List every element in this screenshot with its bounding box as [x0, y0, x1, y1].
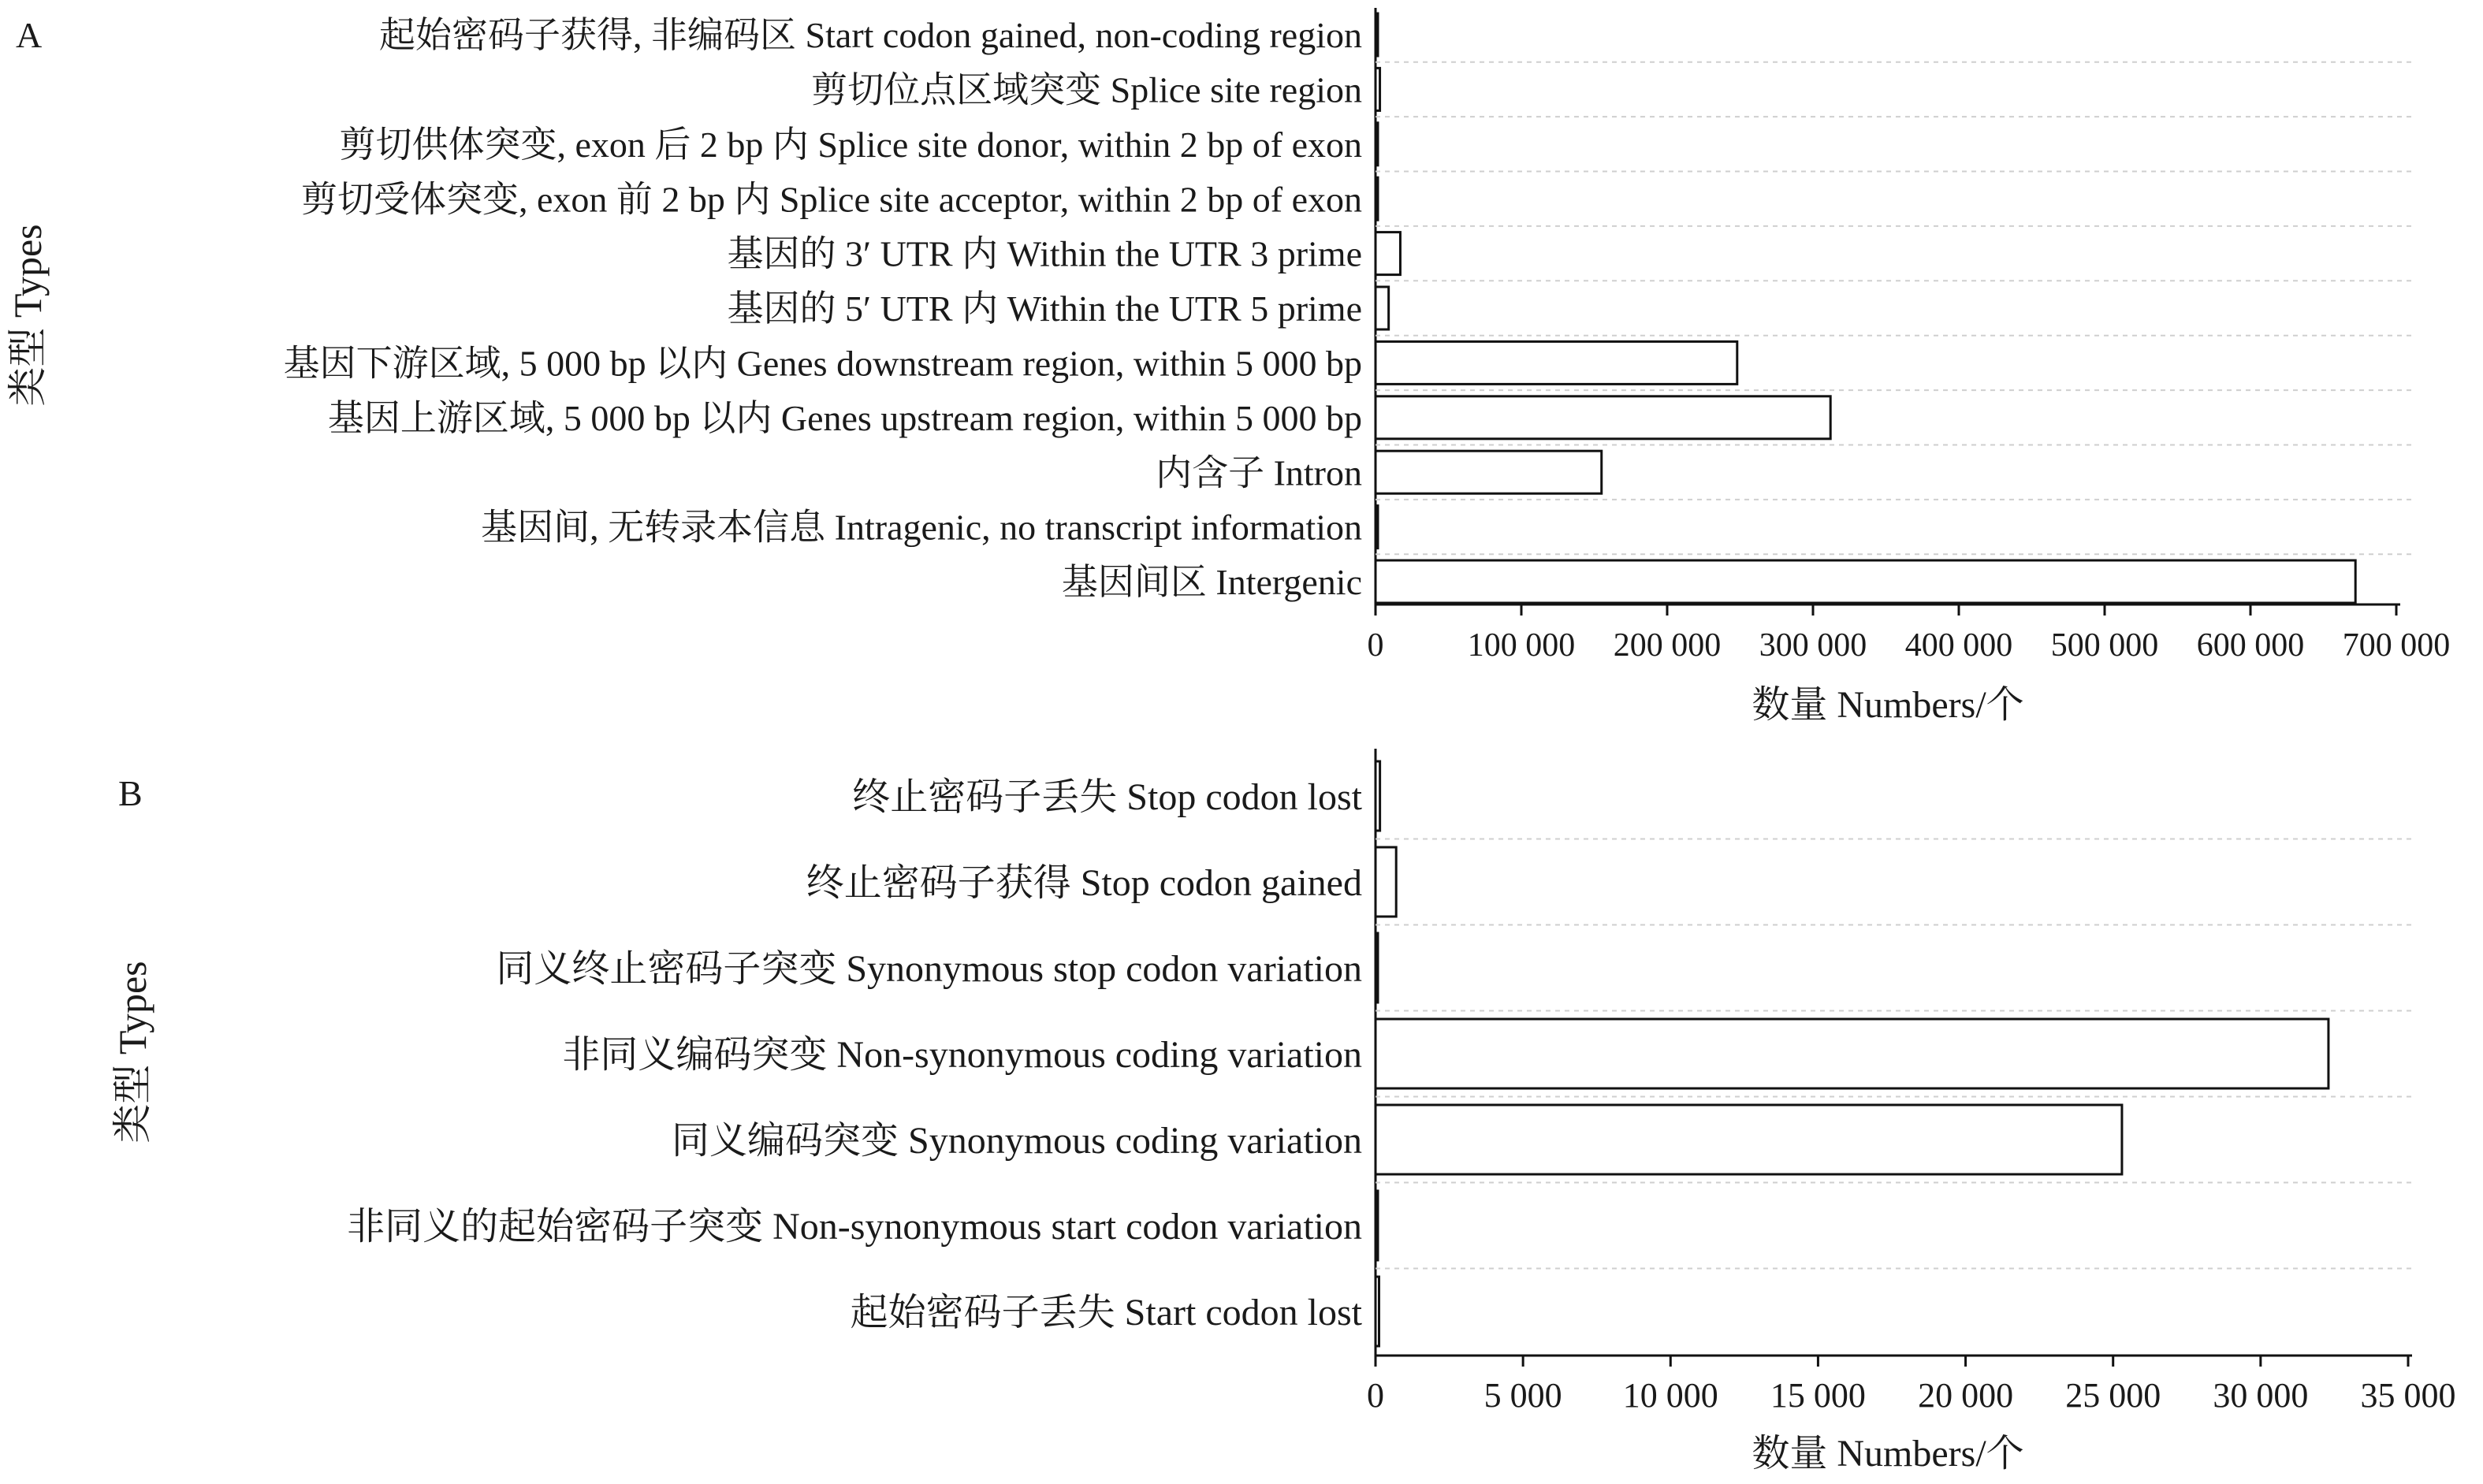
panel-a-x-ticks	[1368, 604, 2451, 664]
panel-b-x-tick-label: 5 000	[1483, 1376, 1562, 1415]
panel-a-x-tick-label: 300 000	[1759, 627, 1867, 664]
panel-a-bar	[1376, 68, 1380, 110]
panel-a-bar	[1376, 560, 2355, 603]
panel-a-category-label: 剪切位点区域突变 Splice site region	[811, 69, 1362, 110]
panel-a-bar	[1376, 341, 1737, 384]
panel-a-category-label: 内含子 Intron	[1156, 452, 1362, 493]
panel-b-category-label: 终止密码子获得 Stop codon gained	[806, 861, 1362, 904]
panel-b-bar	[1376, 847, 1396, 917]
panel-b-bar	[1376, 933, 1378, 1002]
panel-a-category-label: 基因间, 无转录本信息 Intragenic, no transcript information	[481, 507, 1362, 548]
panel-b-bar	[1376, 1019, 2329, 1088]
panel-a-y-axis-title: 类型 Types	[6, 224, 50, 407]
panel-a-bar	[1376, 177, 1378, 220]
panel-a	[6, 8, 2450, 726]
panel-b-category-label: 同义编码突变 Synonymous coding variation	[672, 1119, 1362, 1162]
panel-b-x-tick-label: 10 000	[1622, 1376, 1718, 1415]
panel-a-category-labels	[284, 15, 1362, 602]
panel-b-bar	[1376, 761, 1380, 831]
panel-a-bar	[1376, 232, 1400, 275]
panel-a-x-tick-label: 200 000	[1613, 627, 1722, 664]
panel-a-category-label: 基因的 3′ UTR 内 Within the UTR 3 prime	[727, 233, 1362, 274]
panel-b-category-label: 非同义的起始密码子突变 Non-synonymous start codon variation	[347, 1205, 1362, 1248]
panel-a-bars	[1376, 13, 2355, 603]
panel-a-x-axis-title: 数量 Numbers/个	[1752, 684, 2024, 726]
panel-a-x-tick-label: 400 000	[1904, 627, 2013, 664]
panel-a-x-tick-label: 100 000	[1467, 627, 1576, 664]
panel-b-x-tick-label: 25 000	[2065, 1376, 2161, 1415]
panel-a-x-tick-label: 600 000	[2196, 627, 2305, 664]
panel-a-bar	[1376, 506, 1378, 549]
panel-a-bar	[1376, 451, 1602, 493]
panel-a-category-label: 基因上游区域, 5 000 bp 以内 Genes upstream region, within 5 000 bp	[327, 397, 1362, 438]
panel-b-x-tick-label: 15 000	[1770, 1376, 1866, 1415]
panel-a-category-label: 基因的 5′ UTR 内 Within the UTR 5 prime	[727, 288, 1362, 329]
panel-a-bar	[1376, 123, 1378, 166]
panel-a-bar	[1376, 13, 1378, 56]
panel-a-label: A	[16, 15, 43, 55]
panel-b-category-labels	[347, 776, 1363, 1333]
panel-b-category-label: 非同义编码突变 Non-synonymous coding variation	[562, 1033, 1362, 1076]
panel-a-category-label: 基因间区 Intergenic	[1061, 562, 1362, 603]
panel-b-category-label: 终止密码子丢失 Stop codon lost	[852, 775, 1362, 818]
panel-b-x-tick-label: 20 000	[1918, 1376, 2014, 1415]
panel-b-category-label: 起始密码子丢失 Start codon lost	[850, 1291, 1362, 1333]
panel-b	[110, 749, 2456, 1475]
panel-b-bar	[1376, 1105, 2122, 1174]
panel-a-x-tick-label: 700 000	[2342, 627, 2451, 664]
panel-a-bar	[1376, 396, 1830, 439]
panel-b-y-axis-title: 类型 Types	[110, 961, 154, 1144]
panel-b-bar	[1376, 1277, 1379, 1346]
panel-a-category-label: 基因下游区域, 5 000 bp 以内 Genes downstream region, within 5 000 bp	[283, 343, 1362, 384]
panel-b-x-axis-title: 数量 Numbers/个	[1752, 1433, 2024, 1475]
panel-a-x-tick-label: 500 000	[2050, 627, 2159, 664]
panel-b-x-tick-label: 0	[1367, 1376, 1384, 1415]
panel-b-label: B	[118, 773, 143, 813]
panel-b-x-ticks	[1367, 1356, 2456, 1415]
panel-b-bar	[1376, 1191, 1378, 1260]
panel-a-bar	[1376, 287, 1389, 329]
panel-b-category-label: 同义终止密码子突变 Synonymous stop codon variation	[496, 947, 1362, 990]
panel-b-x-tick-label: 35 000	[2360, 1376, 2456, 1415]
panel-b-x-tick-label: 30 000	[2213, 1376, 2309, 1415]
panel-a-category-label: 起始密码子获得, 非编码区 Start codon gained, non-coding region	[379, 15, 1362, 56]
panel-a-category-label: 剪切供体突变, exon 后 2 bp 内 Splice site donor, within 2 bp of exon	[339, 124, 1362, 165]
panel-a-x-tick-label: 0	[1367, 627, 1384, 664]
panel-a-category-label: 剪切受体突变, exon 前 2 bp 内 Splice site acceptor, within 2 bp of exon	[301, 179, 1362, 220]
panel-b-bars	[1376, 761, 2329, 1346]
